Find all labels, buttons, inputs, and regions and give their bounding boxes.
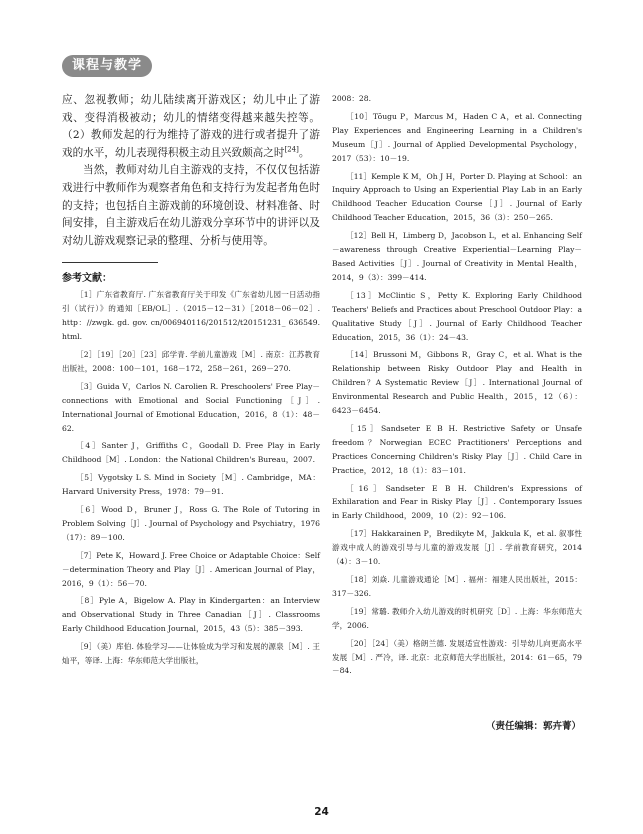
reference-item: ［2］［19］［20］［23］邱学青. 学前儿童游戏［M］. 南京：江苏教育出版社，2008：100－101，168－172，258－261，269－270. — [62, 349, 320, 373]
page-header — [62, 54, 582, 80]
body-text — [62, 92, 320, 250]
right-column — [332, 92, 582, 682]
reference-item: ［6］Wood D，Bruner J，Ross G. The Role of Tutoring in Problem Solving［J］. Journal of Psychology and Psychiatry，1976（17）：89－100. — [62, 505, 320, 542]
reference-item: ［11］Kemple K M，Oh J H，Porter D. Playing at School：an Inquiry Approach to Using an Experiential Play Lab in an Early Childhood Teacher Education Course［J］. Journal of Early Childhood Teacher Education，2015，36（3）：250－265. — [332, 171, 582, 223]
references-title: 参考文献： — [62, 273, 112, 285]
reference-item: ［17］Hakkarainen P，Bredikyte M，Jakkula K，et al. 叙事性游戏中成人的游戏引导与儿童的游戏发展［J］. 学前教育研究，2014（4）：3－10. — [332, 529, 582, 567]
reference-item: ［5］Vygotsky L S. Mind in Society［M］. Cambridge，MA：Harvard University Press，1978：79－91. — [62, 473, 320, 497]
responsible-editor: （责任编辑：郭卉菁） — [485, 721, 581, 732]
section-label: 课程与教学 — [62, 55, 152, 77]
reference-item: ［14］Brussoni M，Gibbons R，Gray C，et al. What is the Relationship between Risky Outdoor Play and Health in Children？A Systematic Review［J］. International Journal of Environmental Research and Public Health，2015，12（6）：6423－6454. — [332, 350, 582, 416]
reference-item: ［3］Guida V，Carlos N. Carolien R. Preschoolers' Free Play－connections with Emotional and Social Functioning［J］. International Journal of Emotional Education，2016，8（1）：48－62. — [62, 381, 320, 433]
citation-marker: [24] — [284, 145, 299, 154]
reference-item: ［12］Bell H，Limberg D，Jacobson L，et al. Enhancing Self－awareness through Creative Experiential－Learning Play－Based Activities［J］. Journal of Creativity in Mental Health，2014，9（3）：399－414. — [332, 231, 582, 282]
reference-item: ［20］［24］（美）格朗兰德. 发展适宜性游戏：引导幼儿向更高水平发展［M］. 严冷，译. 北京：北京师范大学出版社，2014：61－65，79－84. — [332, 638, 582, 676]
reference-item: ［7］Pete K，Howard J. Free Choice or Adaptable Choice：Self－determination Theory and Play［J］. American Journal of Play，2016，9（1）：56－70. — [62, 550, 320, 588]
reference-item: ［15］Sandseter E B H. Restrictive Safety or Unsafe freedom？Norwegian ECEC Practitioners' Perceptions and Practices Concerning Children's Risky Play［J］. Child Care in Practice，2012，18（1）：83－101. — [332, 423, 582, 475]
reference-item: ［18］刘焱. 儿童游戏通论［M］. 福州：福建人民出版社，2015：317－326. — [332, 575, 582, 598]
body-paragraph-2: 当然，教师对幼儿自主游戏的支持，不仅仅包括游戏进行中教师作为观察者角色和支持行为发起者角色时的支持；也包括自主游戏前的环境创设、材料准备、时间安排，自主游戏后在幼儿游戏分享环节中的讲评以及对幼儿游戏观察记录的整理、分析与使用等。 — [62, 164, 320, 247]
reference-item: ［10］Tõugu P，Marcus M，Haden C A，et al. Connecting Play Experiences and Engineering Learning in a Children's Museum［J］. Journal of Applied Developmental Psychology，2017（53）：10－19. — [332, 111, 582, 163]
reference-item: ［16］Sandseter E B H. Children's Expressions of Exhilaration and Fear in Risky Play［J］. Contemporary Issues in Early Childhood，2009，10（2）：92－106. — [332, 483, 582, 521]
reference-item: ［1］广东省教育厅. 广东省教育厅关于印发《广东省幼儿园一日活动指引（试行）》的通知［EB/OL］.（2015－12－31）［2018－06－02］. http：//zwgk. gd. gov. cn/006940116/201512/t20151231_ 636549. html. — [62, 290, 320, 342]
reference-item-continued: 2008：28. — [332, 94, 371, 103]
reference-item: ［19］常璐. 教师介入幼儿游戏的时机研究［D］. 上海：华东师范大学，2006. — [332, 606, 582, 630]
body-paragraph-1: 应、忽视教师；幼儿陆续离开游戏区；幼儿中止了游戏、变得消极被动；幼儿的情绪变得越来越失控等。（2）教师发起的行为维持了游戏的进行或者提升了游戏的水平，幼儿表现得积极主动且兴致颇高之时[24]。 — [62, 94, 320, 159]
reference-item: ［8］Pyle A，Bigelow A. Play in Kindergarten：an Interview and Observational Study in Three Canadian［J］. Classrooms Early Childhood Education Journal，2015，43（5）：385－393. — [62, 596, 320, 634]
page-number: 24 — [314, 806, 329, 818]
reference-item: ［9］（美）库伯. 体验学习——让体验成为学习和发展的源泉［M］. 王灿平，等译. 上海：华东师范大学出版社， — [62, 642, 320, 666]
references-divider — [62, 262, 158, 263]
reference-item: ［4］Santer J，Griffiths C，Goodall D. Free Play in Early Childhood［M］. London：the National Children's Bureau，2007. — [62, 441, 320, 465]
left-column — [62, 92, 320, 672]
reference-item: ［13］McClintic S，Petty K. Exploring Early Childhood Teachers' Beliefs and Practices about Preschool Outdoor Play：a Qualitative Study［J］. Journal of Early Childhood Teacher Education，2015，36（1）：24－43. — [332, 290, 582, 342]
